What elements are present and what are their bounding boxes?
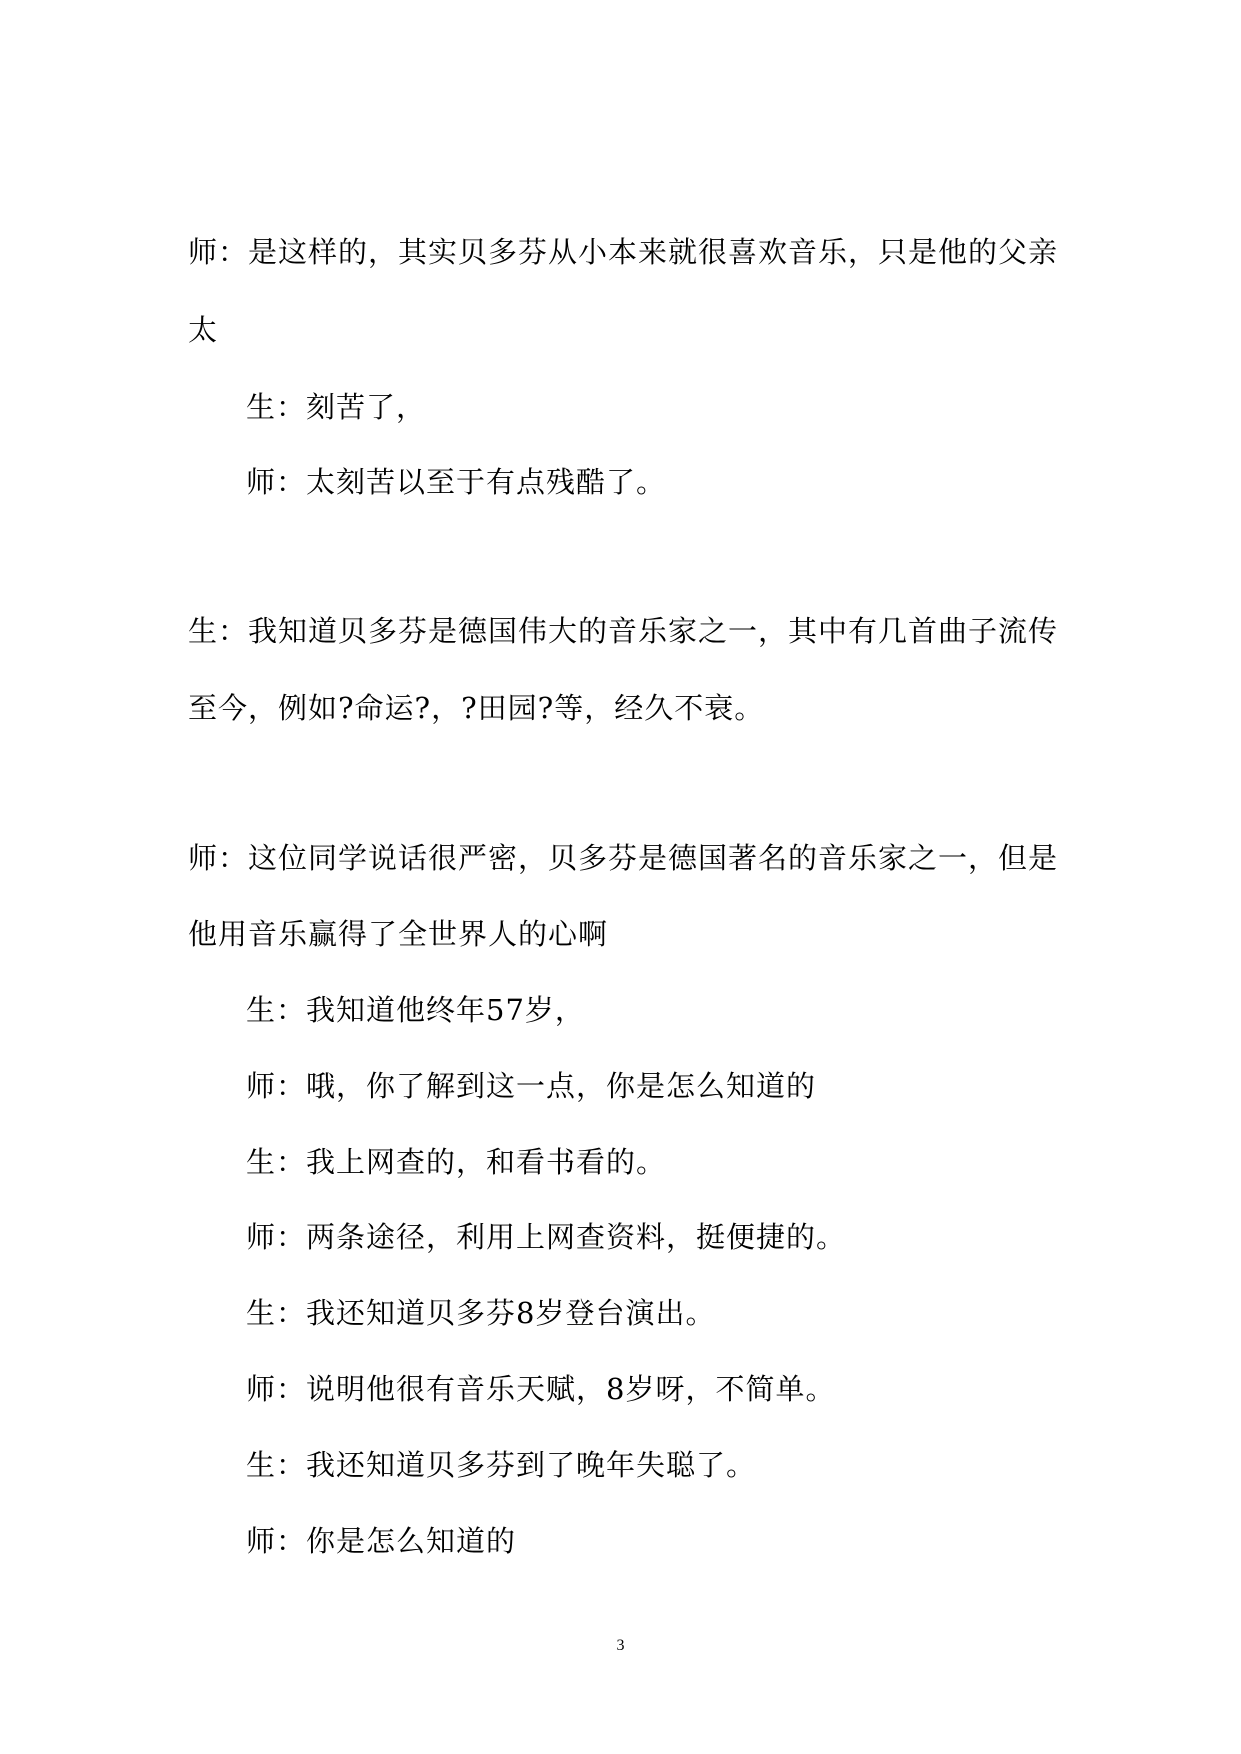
dialogue-line: 生：我知道他终年57岁， [246, 993, 585, 1027]
dialogue-line: 生：我上网查的，和看书看的。 [246, 1145, 667, 1179]
dialogue-line: 生：我还知道贝多芬8岁登台演出。 [246, 1296, 716, 1330]
page-number: 3 [616, 1637, 625, 1654]
paragraph-line: 太 [188, 313, 219, 347]
paragraph-line: 生：我知道贝多芬是德国伟大的音乐家之一，其中有几首曲子流传 [188, 614, 1059, 648]
dialogue-line: 师：哦，你了解到这一点，你是怎么知道的 [246, 1069, 817, 1103]
paragraph-line: 至今，例如?命运?，?田园?等，经久不衰。 [188, 691, 765, 725]
paragraph-line: 师：是这样的，其实贝多芬从小本来就很喜欢音乐，只是他的父亲 [188, 235, 1059, 269]
dialogue-line: 师：你是怎么知道的 [246, 1524, 517, 1558]
dialogue-line: 师：两条途径，利用上网查资料，挺便捷的。 [246, 1220, 847, 1254]
dialogue-line: 师：太刻苦以至于有点残酷了。 [246, 465, 667, 499]
dialogue-line: 生：我还知道贝多芬到了晚年失聪了。 [246, 1448, 757, 1482]
dialogue-line: 生：刻苦了， [246, 390, 427, 424]
dialogue-line: 师：说明他很有音乐天赋，8岁呀，不简单。 [246, 1372, 836, 1406]
paragraph-line: 他用音乐赢得了全世界人的心啊 [188, 917, 609, 951]
paragraph-line: 师：这位同学说话很严密，贝多芬是德国著名的音乐家之一，但是 [188, 841, 1059, 875]
